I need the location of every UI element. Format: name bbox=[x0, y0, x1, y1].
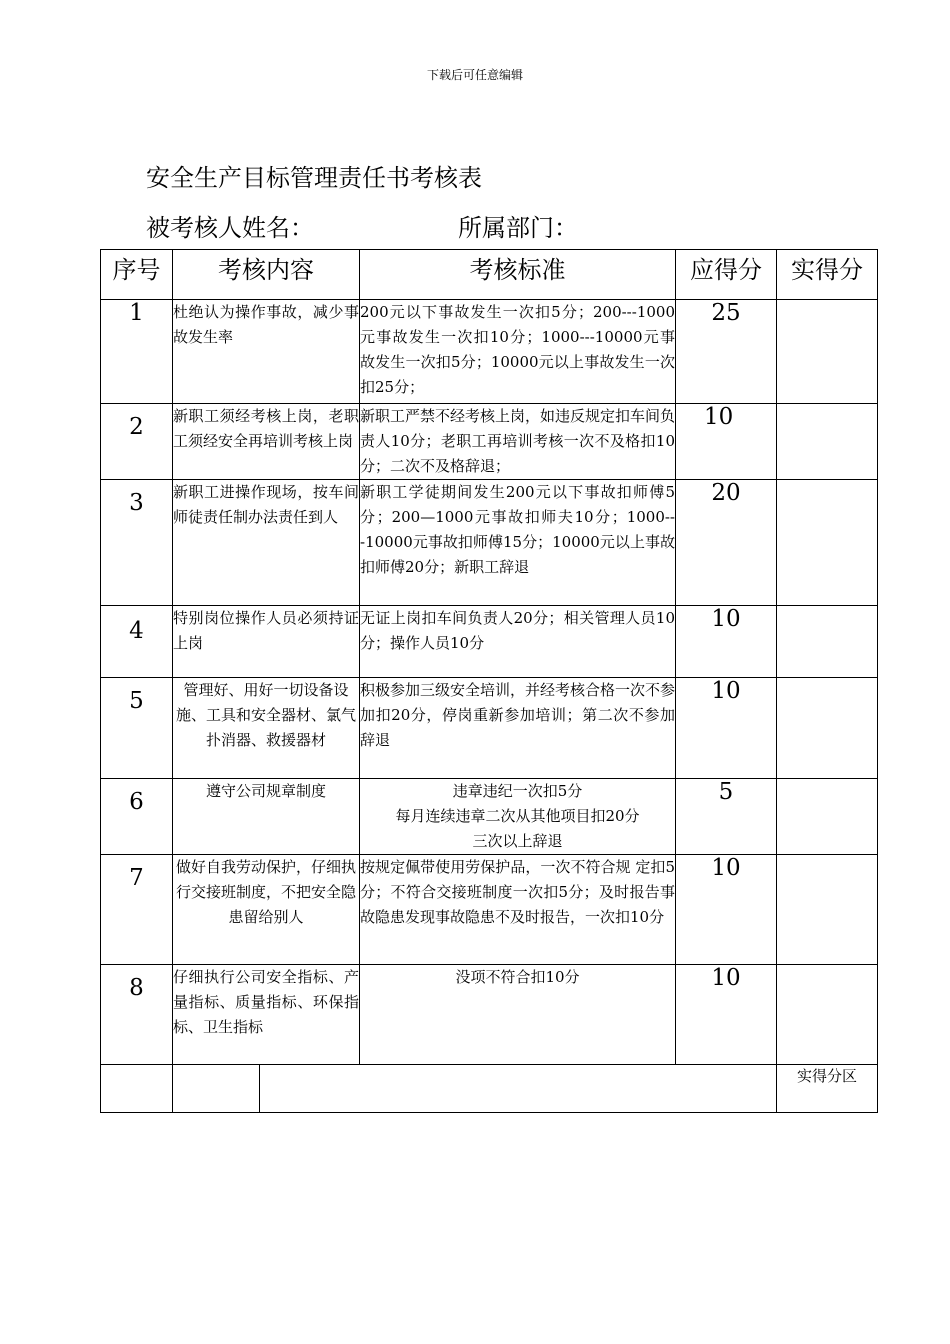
row-actual-score[interactable] bbox=[777, 965, 878, 1065]
row-actual-score[interactable] bbox=[777, 300, 878, 404]
standard-line: 三次以上辞退 bbox=[472, 832, 563, 850]
row-standard: 200元以下事故发生一次扣5分；200---1000元事故发生一次扣10分；1000---10000元事故发生一次扣5分；10000元以上事故发生一次扣25分； bbox=[360, 300, 676, 404]
row-due-score: 10 bbox=[676, 965, 777, 1065]
row-standard: 没项不符合扣10分 bbox=[360, 965, 676, 1065]
table-row bbox=[101, 404, 878, 480]
row-number: 4 bbox=[101, 606, 173, 678]
row-content: 新职工进操作现场，按车间师徒责任制办法责任到人 bbox=[173, 480, 360, 606]
row-number: 2 bbox=[101, 404, 173, 480]
row-due-score: 25 bbox=[676, 300, 777, 404]
row-standard: 按规定佩带使用劳保护品，一次不符合规 定扣5分；不符合交接班制度一次扣5分；及时报告事故隐患发现事故隐患不及时报告，一次扣10分 bbox=[360, 855, 676, 965]
row-number: 5 bbox=[101, 678, 173, 779]
header-no: 序号 bbox=[101, 250, 173, 300]
row-content: 仔细执行公司安全指标、产量指标、质量指标、环保指标、卫生指标 bbox=[173, 965, 360, 1065]
row-content: 管理好、用好一切设备设施、工具和安全器材、氯气扑消器、救援器材 bbox=[173, 678, 360, 779]
table-row bbox=[101, 678, 878, 779]
row-due-score: 20 bbox=[676, 480, 777, 606]
standard-line: 每月连续违章二次从其他项目扣20分 bbox=[395, 807, 640, 825]
row-due-score: 10 bbox=[676, 855, 777, 965]
row-content: 做好自我劳动保护，仔细执行交接班制度，不把安全隐患留给别人 bbox=[173, 855, 360, 965]
row-standard: 新职工学徒期间发生200元以下事故扣师傅5分；200—1000元事故扣师夫10分；1000---10000元事故扣师傅15分；10000元以上事故扣师傅20分；新职工辞退 bbox=[360, 480, 676, 606]
row-standard: 积极参加三级安全培训，并经考核合格一次不参加扣20分，停岗重新参加培训；第二次不参加辞退 bbox=[360, 678, 676, 779]
summary-cell-blank bbox=[173, 1065, 260, 1113]
row-number: 6 bbox=[101, 779, 173, 855]
row-number: 8 bbox=[101, 965, 173, 1065]
row-standard bbox=[360, 779, 676, 855]
summary-cell-blank bbox=[260, 1065, 777, 1113]
header-actual-score: 实得分 bbox=[777, 250, 878, 300]
row-content: 新职工须经考核上岗，老职工须经安全再培训考核上岗 bbox=[173, 404, 360, 480]
row-actual-score[interactable] bbox=[777, 855, 878, 965]
row-number: 3 bbox=[101, 480, 173, 606]
department-label: 所属部门： bbox=[458, 214, 578, 242]
row-content: 特别岗位操作人员必须持证上岗 bbox=[173, 606, 360, 678]
table-row bbox=[101, 300, 878, 404]
row-actual-score[interactable] bbox=[777, 404, 878, 480]
summary-cell-blank bbox=[101, 1065, 173, 1113]
row-actual-score[interactable] bbox=[777, 678, 878, 779]
table-row bbox=[101, 855, 878, 965]
row-standard: 无证上岗扣车间负责人20分；相关管理人员10分；操作人员10分 bbox=[360, 606, 676, 678]
header-standard: 考核标准 bbox=[360, 250, 676, 300]
row-due-score: 10 bbox=[676, 678, 777, 779]
row-due-score: 10 bbox=[676, 606, 777, 678]
standard-line: 违章违纪一次扣5分 bbox=[452, 782, 583, 800]
summary-label: 实得分区 bbox=[777, 1065, 878, 1113]
row-content: 遵守公司规章制度 bbox=[173, 779, 360, 855]
row-due-score: 10 bbox=[676, 404, 777, 480]
table-row bbox=[101, 606, 878, 678]
row-actual-score[interactable] bbox=[777, 480, 878, 606]
table-row bbox=[101, 965, 878, 1065]
row-content: 杜绝认为操作事故，减少事故发生率 bbox=[173, 300, 360, 404]
row-number: 7 bbox=[101, 855, 173, 965]
row-actual-score[interactable] bbox=[777, 606, 878, 678]
header-due-score: 应得分 bbox=[676, 250, 777, 300]
row-number: 1 bbox=[101, 300, 173, 404]
row-actual-score[interactable] bbox=[777, 779, 878, 855]
row-standard: 新职工严禁不经考核上岗，如违反规定扣车间负责人10分；老职工再培训考核一次不及格扣10分；二次不及格辞退； bbox=[360, 404, 676, 480]
table-row bbox=[101, 480, 878, 606]
document-title: 安全生产目标管理责任书考核表 bbox=[146, 164, 482, 192]
header-note: 下载后可任意编辑 bbox=[426, 68, 523, 82]
header-content: 考核内容 bbox=[173, 250, 360, 300]
assessment-table bbox=[100, 249, 878, 1113]
table-header-row bbox=[101, 250, 878, 300]
summary-row bbox=[101, 1065, 878, 1113]
row-due-score: 5 bbox=[676, 779, 777, 855]
examinee-name-label: 被考核人姓名： bbox=[146, 214, 314, 242]
table-row bbox=[101, 779, 878, 855]
